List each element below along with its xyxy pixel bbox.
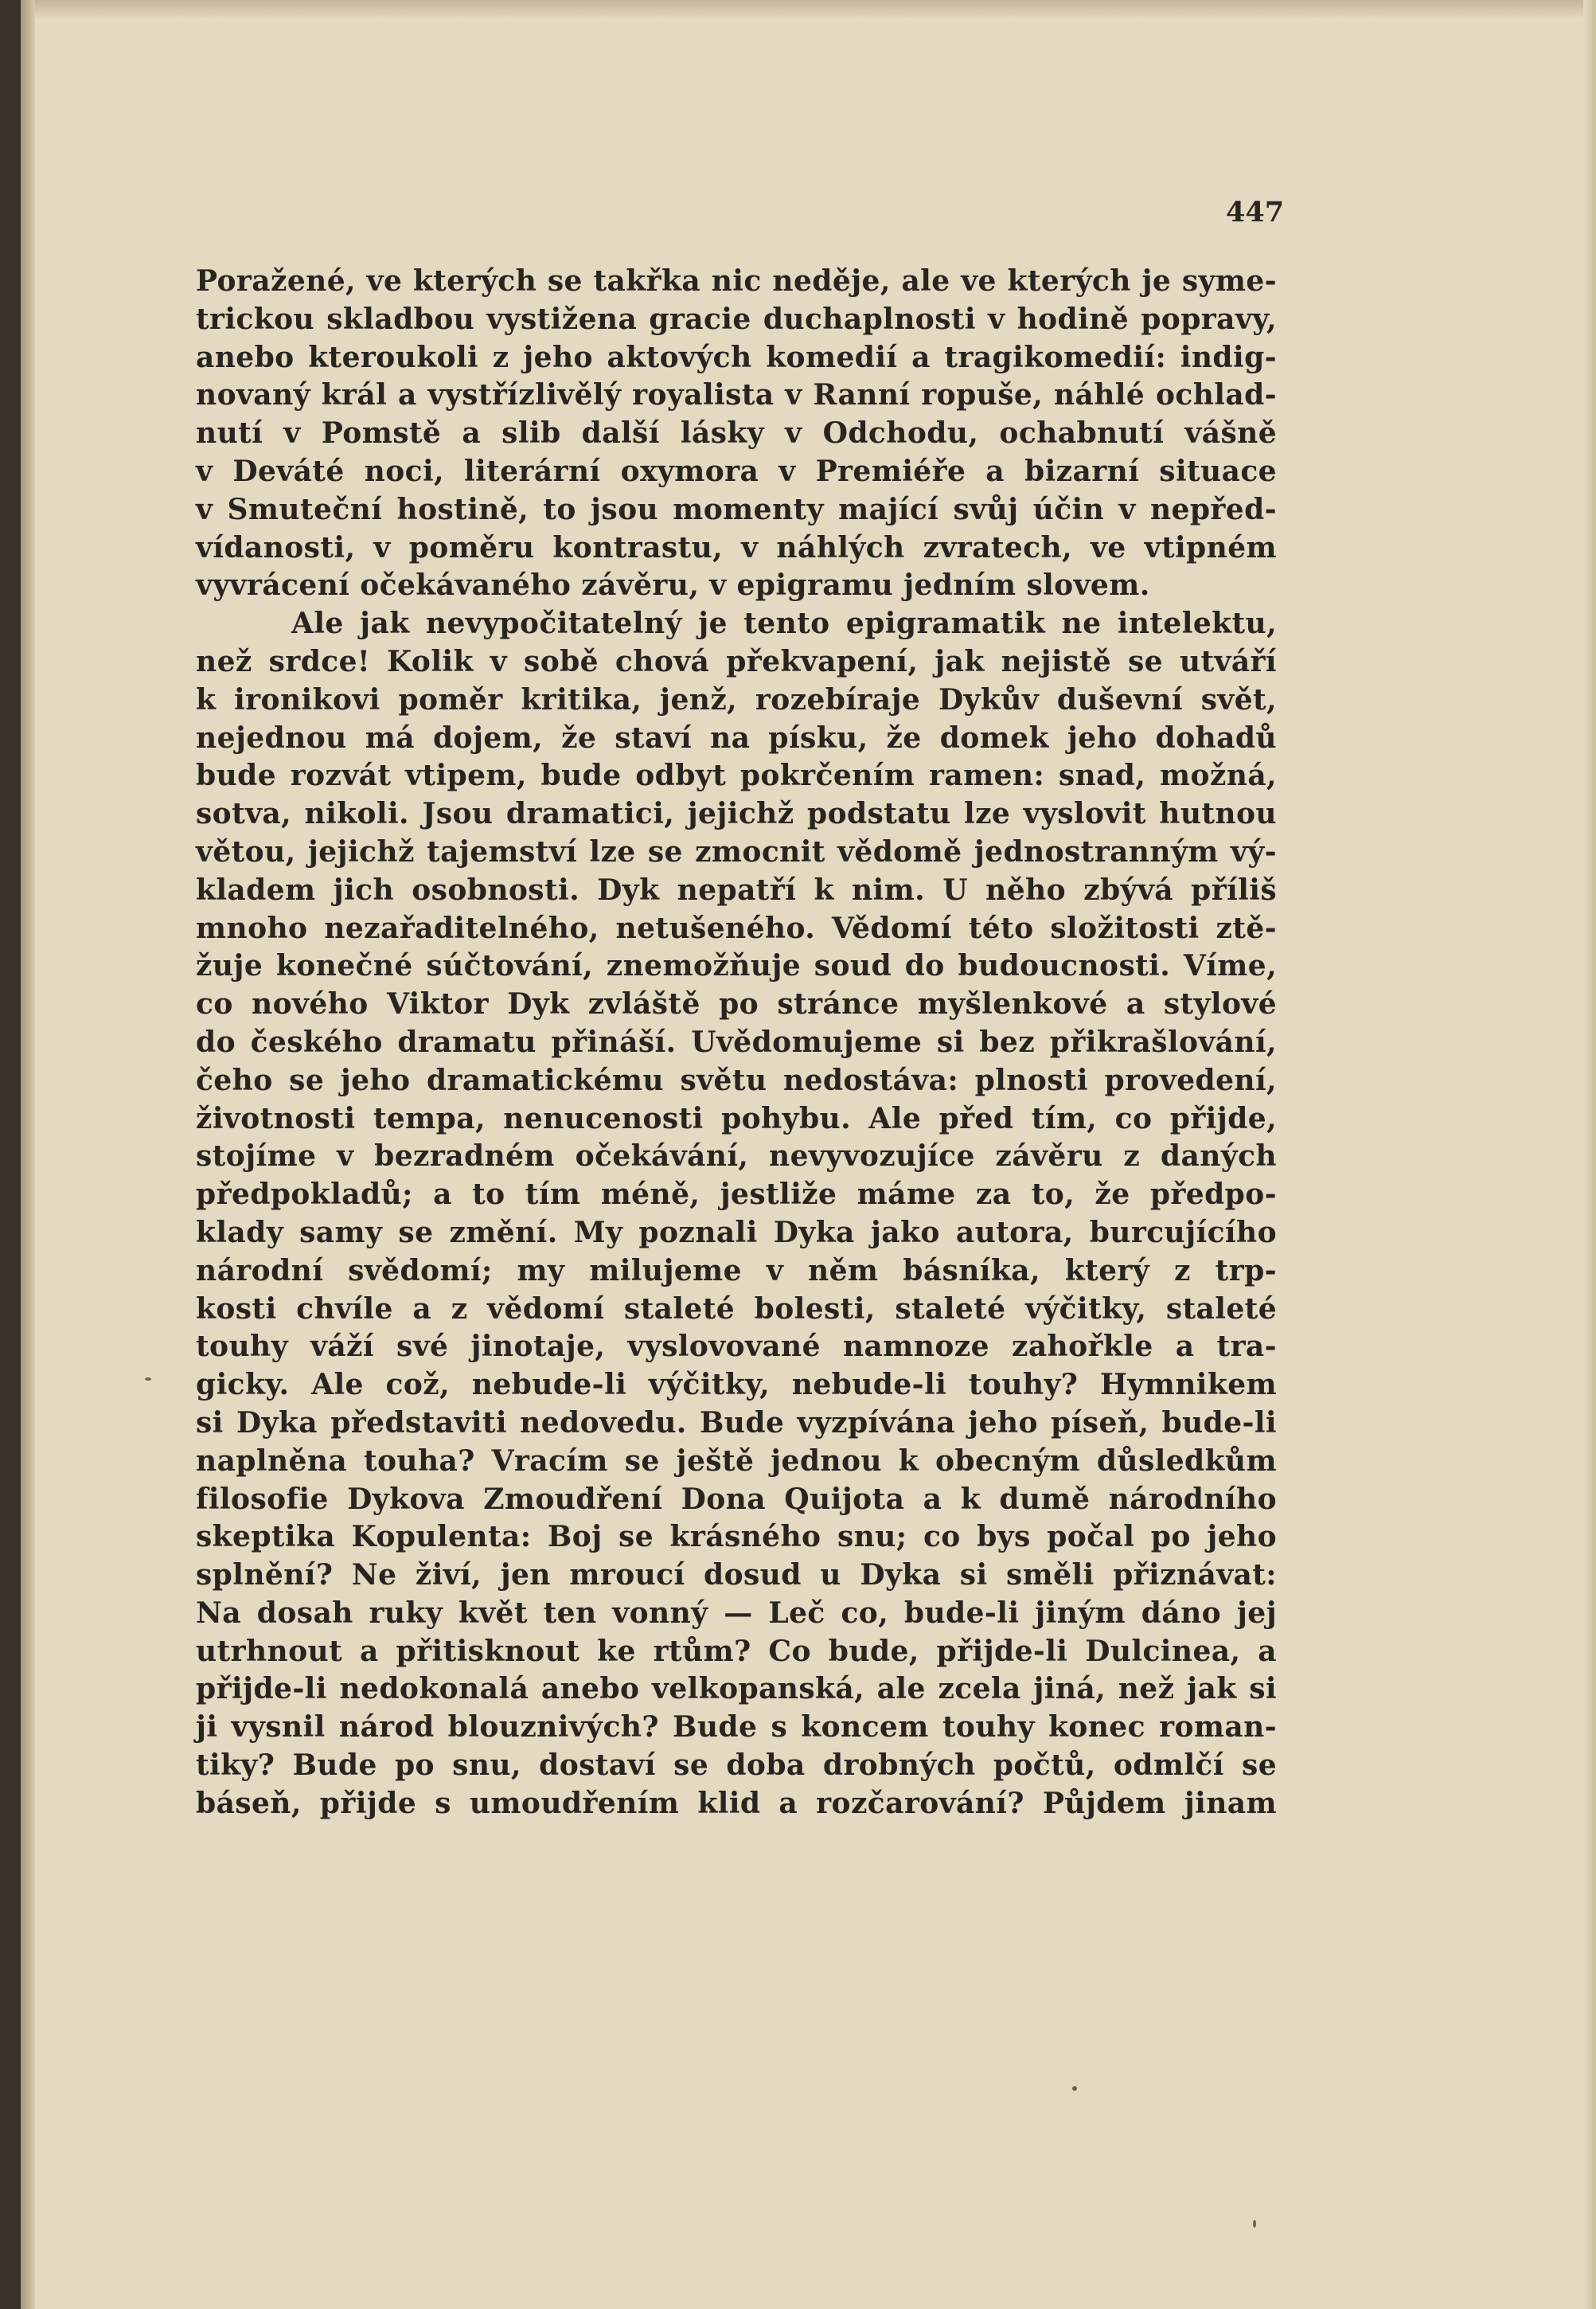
text-line: splnění? Ne živí, jen mroucí dosud u Dyka si směli přiznávat: [196,1558,1277,1592]
text-line: filosofie Dykova Zmoudření Dona Quijota a k dumě národního [196,1482,1277,1516]
text-line: sotva, nikoli. Jsou dramatici, jejichž podstatu lze vyslovit hutnou [196,797,1277,831]
text-line: Ale jak nevypočitatelný je tento epigramatik ne intelektu, [291,607,1277,641]
text-line: mnoho nezařaditelného, netušeného. Vědomí této složitosti ztě- [196,911,1277,945]
text-line: čeho se jeho dramatickému světu nedostáva: plnosti provedení, [196,1063,1277,1097]
text-line: stojíme v bezradném očekávání, nevyvozujíce závěru z daných [196,1139,1277,1174]
text-line: gicky. Ale což, nebude-li výčitky, nebude-li touhy? Hymnikem [196,1368,1277,1402]
text-line: ji vysnil národ blouznivých? Bude s koncem touhy konec roman- [196,1710,1277,1744]
text-line: trickou skladbou vystižena gracie duchaplnosti v hodině popravy, [196,302,1277,336]
text-line: Poražené, ve kterých se takřka nic neděje, ale ve kterých je syme- [196,264,1277,298]
text-line: báseň, přijde s umoudřením klid a rozčarování? Půjdem jinam [196,1786,1277,1820]
text-line: v Deváté noci, literární oxymora v Premiéře a bizarní situace [196,454,1277,488]
page-right-edge [1583,0,1596,2309]
text-line: skeptika Kopulenta: Boj se krásného snu; co bys počal po jeho [196,1520,1277,1554]
paper-speck [145,1377,151,1381]
text-line: si Dyka představiti nedovedu. Bude vyzpívána jeho píseň, bude-li [196,1405,1277,1440]
text-line: vyvrácení očekávaného závěru, v epigramu jedním slovem. [196,568,1150,603]
text-line: utrhnout a přitisknout ke rtům? Co bude, přijde-li Dulcinea, a [196,1634,1277,1668]
text-line: nejednou má dojem, že staví na písku, že domek jeho dohadů [196,721,1277,755]
text-line: klady samy se změní. My poznali Dyka jako autora, burcujícího [196,1215,1277,1249]
text-line: touhy váží své jinotaje, vyslovované namnoze zahořkle a tra- [196,1330,1277,1364]
page-top-edge [35,0,1596,19]
text-line: větou, jejichž tajemství lze se zmocnit vědomě jednostranným vý- [196,834,1277,869]
text-line: žuje konečné súčtování, znemožňuje soud do budoucnosti. Víme, [196,949,1277,983]
page-binding-edge [0,0,21,2309]
text-line: anebo kteroukoli z jeho aktových komedií a tragikomedií: indig- [196,340,1277,374]
text-line: kladem jich osobnosti. Dyk nepatří k nim. U něho zbývá příliš [196,873,1277,907]
text-line: bude rozvát vtipem, bude odbyt pokrčením ramen: snad, možná, [196,759,1277,793]
text-line: přijde-li nedokonalá anebo velkopanská, ale zcela jiná, než jak si [196,1672,1277,1706]
text-line: co nového Viktor Dyk zvláště po stránce myšlenkové a stylové [196,987,1277,1022]
text-line: nutí v Pomstě a slib další lásky v Odchodu, ochabnutí vášně [196,416,1277,451]
text-line: kosti chvíle a z vědomí staleté bolesti, staleté výčitky, staleté [196,1291,1277,1326]
body-text [196,263,1277,1823]
text-line: vídanosti, v poměru kontrastu, v náhlých zvratech, ve vtipném [196,530,1277,565]
text-line: v Smuteční hostině, to jsou momenty mající svůj účin v nepřed- [196,492,1277,526]
paper-speck [1072,2086,1077,2091]
page-gutter-shadow [21,0,35,2309]
text-line: k ironikovi poměr kritika, jenž, rozebíraje Dykův duševní svět, [196,682,1277,717]
text-line: novaný král a vystřízlivělý royalista v Ranní ropuše, náhlé ochlad- [196,378,1277,412]
text-line: než srdce! Kolik v sobě chová překvapení, jak nejistě se utváří [196,644,1277,678]
page-number: 447 [1226,196,1285,229]
text-line: životnosti tempa, nenucenosti pohybu. Ale před tím, co přijde, [196,1101,1277,1135]
text-line: předpokladů; a to tím méně, jestliže máme za to, že předpo- [196,1178,1277,1212]
text-line: do českého dramatu přináší. Uvědomujeme si bez přikrašlování, [196,1025,1277,1059]
text-line: Na dosah ruky květ ten vonný — Leč co, bude-li jiným dáno jej [196,1596,1277,1630]
text-line: naplněna touha? Vracím se ještě jednou k obecným důsledkům [196,1444,1277,1478]
paper-speck [1253,2220,1256,2228]
text-line: národní svědomí; my milujeme v něm básníka, který z trp- [196,1253,1277,1287]
text-line: tiky? Bude po snu, dostaví se doba drobných počtů, odmlčí se [196,1748,1277,1783]
